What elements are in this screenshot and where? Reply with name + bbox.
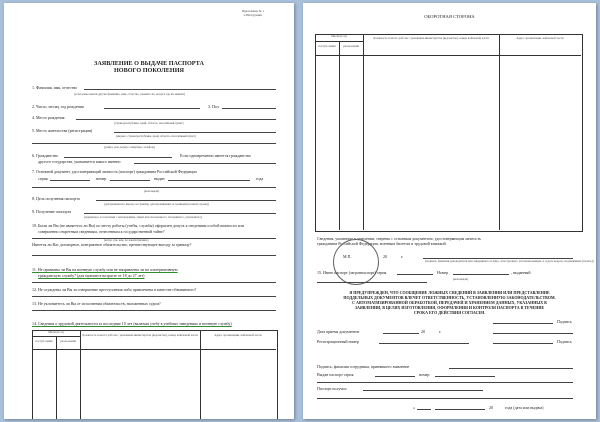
field-10-contract-input[interactable]	[32, 255, 276, 256]
field-7-series-label: серия	[38, 176, 48, 181]
table-header-entry: поступ-ления	[35, 339, 53, 343]
passport-received-input-2[interactable]	[317, 398, 573, 399]
field-15-label: 15. Имею паспорт (загранпаспорт) серия	[317, 270, 387, 275]
appendix-line-1: Приложение № 1	[242, 9, 264, 13]
field-15-hint: (кем выдан)	[453, 277, 469, 281]
date-accept-year-20: 20	[421, 329, 425, 334]
field-9-label: 9. Получение паспорта	[32, 209, 72, 214]
work-history-table-back	[315, 34, 583, 232]
form-title-line-2: НОВОГО ПОКОЛЕНИЯ	[113, 67, 184, 74]
table-header-month-year: Месяц и год	[48, 330, 64, 334]
field-8-input[interactable]	[96, 200, 276, 201]
field-7-number-input[interactable]	[110, 180, 150, 181]
table-header-position: Должность и место работы с указанием министерства (ведомства), номер войсковой части	[82, 333, 198, 337]
field-4-hint: (страна/республика, край, область, населённый пункт)	[114, 121, 184, 125]
final-year-20: 20	[489, 405, 493, 410]
employee-input[interactable]	[449, 368, 573, 369]
field-10-contract: Имеется ли Вас договорное, контрактное обязательство, препятствующее выезду за границу?	[32, 242, 192, 247]
field-10-input[interactable]	[32, 238, 276, 239]
final-day-input[interactable]	[417, 409, 431, 410]
field-5-input-2[interactable]	[32, 143, 276, 144]
field-7-number-label: номер	[96, 176, 107, 181]
field-11-line-1: 11. Не призваны ли Вы на военную службу или не направлены ли на альтернативную	[32, 267, 178, 272]
field-12-input[interactable]	[32, 296, 276, 297]
field-8-hint: (для временного выезда за границу, для проживания за границей (в какой стране))	[104, 202, 209, 206]
field-15-issued-label: , выданный	[511, 270, 531, 275]
date-accept-label: Дата приема документов	[317, 329, 360, 334]
field-2-input[interactable]	[104, 108, 200, 109]
field-5-input[interactable]	[114, 132, 276, 133]
passport-received-input[interactable]	[363, 390, 483, 391]
application-page-front	[4, 3, 294, 419]
field-10-line-1: 10. Были ли Вы (не являетесь ли Вы) по месту работы (учебы, службы) оформлен допуск к сведениям особой важности или	[32, 223, 244, 228]
warning-line-1: Я ПРЕДУПРЕЖДЕН, ЧТО СООБЩЕНИЕ ЛОЖНЫХ СВЕДЕНИЙ В ЗАЯВЛЕНИИ ИЛИ ПРЕДСТАВЛЕНИЕ	[349, 290, 550, 295]
warning-line-2: ПОДДЕЛЬНЫХ ДОКУМЕНТОВ ВЛЕЧЕТ ОТВЕТСТВЕННОСТЬ, УСТАНОВЛЕННУЮ ЗАКОНОДАТЕЛЬСТВОМ.	[343, 295, 556, 300]
field-1-label: 1. Фамилия, имя, отчество	[32, 85, 78, 90]
verify-year-20: 20	[383, 254, 387, 259]
form-title-line-1: ЗАЯВЛЕНИЕ О ВЫДАЧЕ ПАСПОРТА	[94, 60, 204, 67]
field-14-label: 14. Сведения о трудовой деятельности за последние 10 лет (включая учебу в учебных заведениях и военную службу)	[32, 321, 232, 326]
field-7-issued-label: выдан	[154, 176, 165, 181]
field-4-label: 4. Место рождения	[32, 115, 65, 120]
table-header-address: Адрес организации, войсковой части	[214, 333, 262, 337]
field-1-input[interactable]	[84, 89, 276, 90]
passport-number-input[interactable]	[435, 376, 495, 377]
back-side-header: ОБОРОТНАЯ СТОРОНА	[424, 14, 475, 19]
field-3-input[interactable]	[222, 108, 276, 109]
field-13-label: 13. Не уклоняетесь ли Вы от исполнения обязательств, наложенных судом?	[32, 301, 161, 306]
applicant-signature-label: Подпись	[557, 319, 572, 324]
warning-line-3: С АВТОМАТИЗИРОВАННОЙ ОБРАБОТКОЙ, ПЕРЕДАЧЕЙ И ХРАНЕНИЕМ ДАННЫХ, УКАЗАННЫХ В	[352, 300, 547, 305]
field-13-input[interactable]	[32, 310, 276, 311]
verify-line-1: Сведения, указанные в заявлении, сверены с основным документом, удостоверяющим личность	[317, 236, 481, 241]
field-2-label: 2. Число, месяц, год рождения	[32, 104, 84, 109]
field-15-issuer-input[interactable]	[317, 282, 427, 283]
verify-year-g: г.	[401, 254, 404, 259]
reg-number-input[interactable]	[379, 343, 469, 344]
passport-extra-input[interactable]	[317, 382, 573, 383]
applicant-signature-input[interactable]	[493, 323, 553, 324]
back-table-header-entry: поступ-ления	[318, 44, 336, 48]
reg-signature-label: Подпись	[557, 339, 572, 344]
reg-number-label: Регистрационный номер	[317, 339, 359, 344]
final-year-label: года (дата или выдача)	[505, 405, 544, 410]
back-table-header-position: Должность и место работы с указанием министерства (ведомства), номер войсковой части	[373, 36, 489, 40]
date-accept-sign-input[interactable]	[493, 333, 573, 334]
field-8-label: 8. Цель получения паспорта	[32, 196, 80, 201]
field-10-line-2: совершенно секретным сведениям, отнесенным к государственной тайне?	[38, 229, 165, 234]
field-15-series-input[interactable]	[397, 274, 433, 275]
verify-signature-hint: (подпись, фамилия руководителя или заверившего и лица, аттестующего уполномоченным, в отделе кадров, подчинённых (печать))	[425, 259, 594, 263]
field-12-label: 12. Не осуждены ли Вы за совершение преступления либо привлечены в качестве обвиняемого?	[32, 287, 197, 292]
back-table-header-address: Адрес организации, войсковой части	[516, 36, 564, 40]
back-table-header-month-year: Месяц и год	[331, 34, 347, 38]
passport-received-label: Паспорт получил	[317, 386, 347, 391]
field-5-hint: (индекс, страна/республика, край, область, населённый пункт)	[116, 134, 196, 138]
field-7-label: 7. Основной документ, удостоверяющий личность (паспорт) гражданина Российской Федерации	[32, 169, 197, 174]
back-table-header-exit: уволь-нения	[343, 44, 359, 48]
field-11-input[interactable]	[32, 282, 276, 283]
verify-line-2: гражданина Российской Федерации, военным билетом и трудовой книжкой.	[317, 241, 447, 246]
field-1-hint: (если ранее имели другие фамилию, имя, отчество, укажите их, когда и где их меняли)	[74, 92, 185, 96]
table-header-exit: уволь-нения	[60, 339, 76, 343]
stamp-circle	[333, 239, 379, 285]
field-6-label: 6. Гражданство	[32, 153, 58, 158]
field-7-series-input[interactable]	[50, 180, 90, 181]
passport-issued-label: Выдан паспорт серия	[317, 372, 354, 377]
date-accept-year-g: г.	[439, 329, 442, 334]
field-11-line-2: гражданскую службу? (для мужчин в возрасте от 18 до 27 лет)	[38, 273, 145, 278]
field-6-tail: Если одновременно имеется гражданство	[180, 153, 251, 158]
field-9-hint: (первичное, в сочетании с нахождением, замен использованного, потерянного, утраченного)	[84, 215, 203, 219]
passport-series-input[interactable]	[375, 376, 415, 377]
date-accept-input[interactable]	[383, 333, 419, 334]
warning-line-4: ЗАЯВЛЕНИИ, В ЦЕЛЯХ ИЗГОТОВЛЕНИЯ, ОФОРМЛЕНИЯ И КОНТРОЛЯ ПАСПОРТА В ТЕЧЕНИЕ	[354, 305, 545, 310]
field-15-number-label: Номер	[437, 270, 449, 275]
field-7-issued-input[interactable]	[168, 180, 250, 181]
field-7-issuer-input[interactable]	[32, 187, 276, 188]
employee-label: Подпись, фамилия сотрудника, принявшего заявление	[317, 364, 410, 369]
reg-signature-input[interactable]	[493, 343, 553, 344]
field-5-hint-2: (улица, дом, корпус, квартира, телефон)	[104, 145, 155, 149]
passport-number-label: номер	[419, 372, 430, 377]
final-date-quote: «	[413, 405, 415, 410]
field-15-number-input[interactable]	[453, 274, 509, 275]
application-page-back	[303, 3, 596, 419]
stamp-mp: М.П.	[343, 254, 352, 259]
field-5-label: 5. Место жительства (регистрации)	[32, 128, 93, 133]
field-9-input[interactable]	[84, 213, 276, 214]
field-6-input-2[interactable]	[134, 163, 276, 164]
final-month-input[interactable]	[435, 409, 485, 410]
field-7-year-label: года	[256, 176, 264, 181]
field-3-label: 3. Пол	[208, 104, 219, 109]
warning-line-5: СРОКА ЕГО ДЕЙСТВИЯ СОГЛАСЕН.	[413, 310, 486, 315]
field-4-input[interactable]	[76, 119, 276, 120]
field-6-input[interactable]	[64, 157, 172, 158]
field-7-hint: (кем выдан)	[144, 189, 160, 193]
field-10-hint: (когда, где, кем, по какой причине)	[104, 238, 149, 242]
field-6-line-2: другого государства, указывается какого именно	[38, 159, 121, 164]
appendix-line-2: к Инструкции	[244, 13, 262, 17]
